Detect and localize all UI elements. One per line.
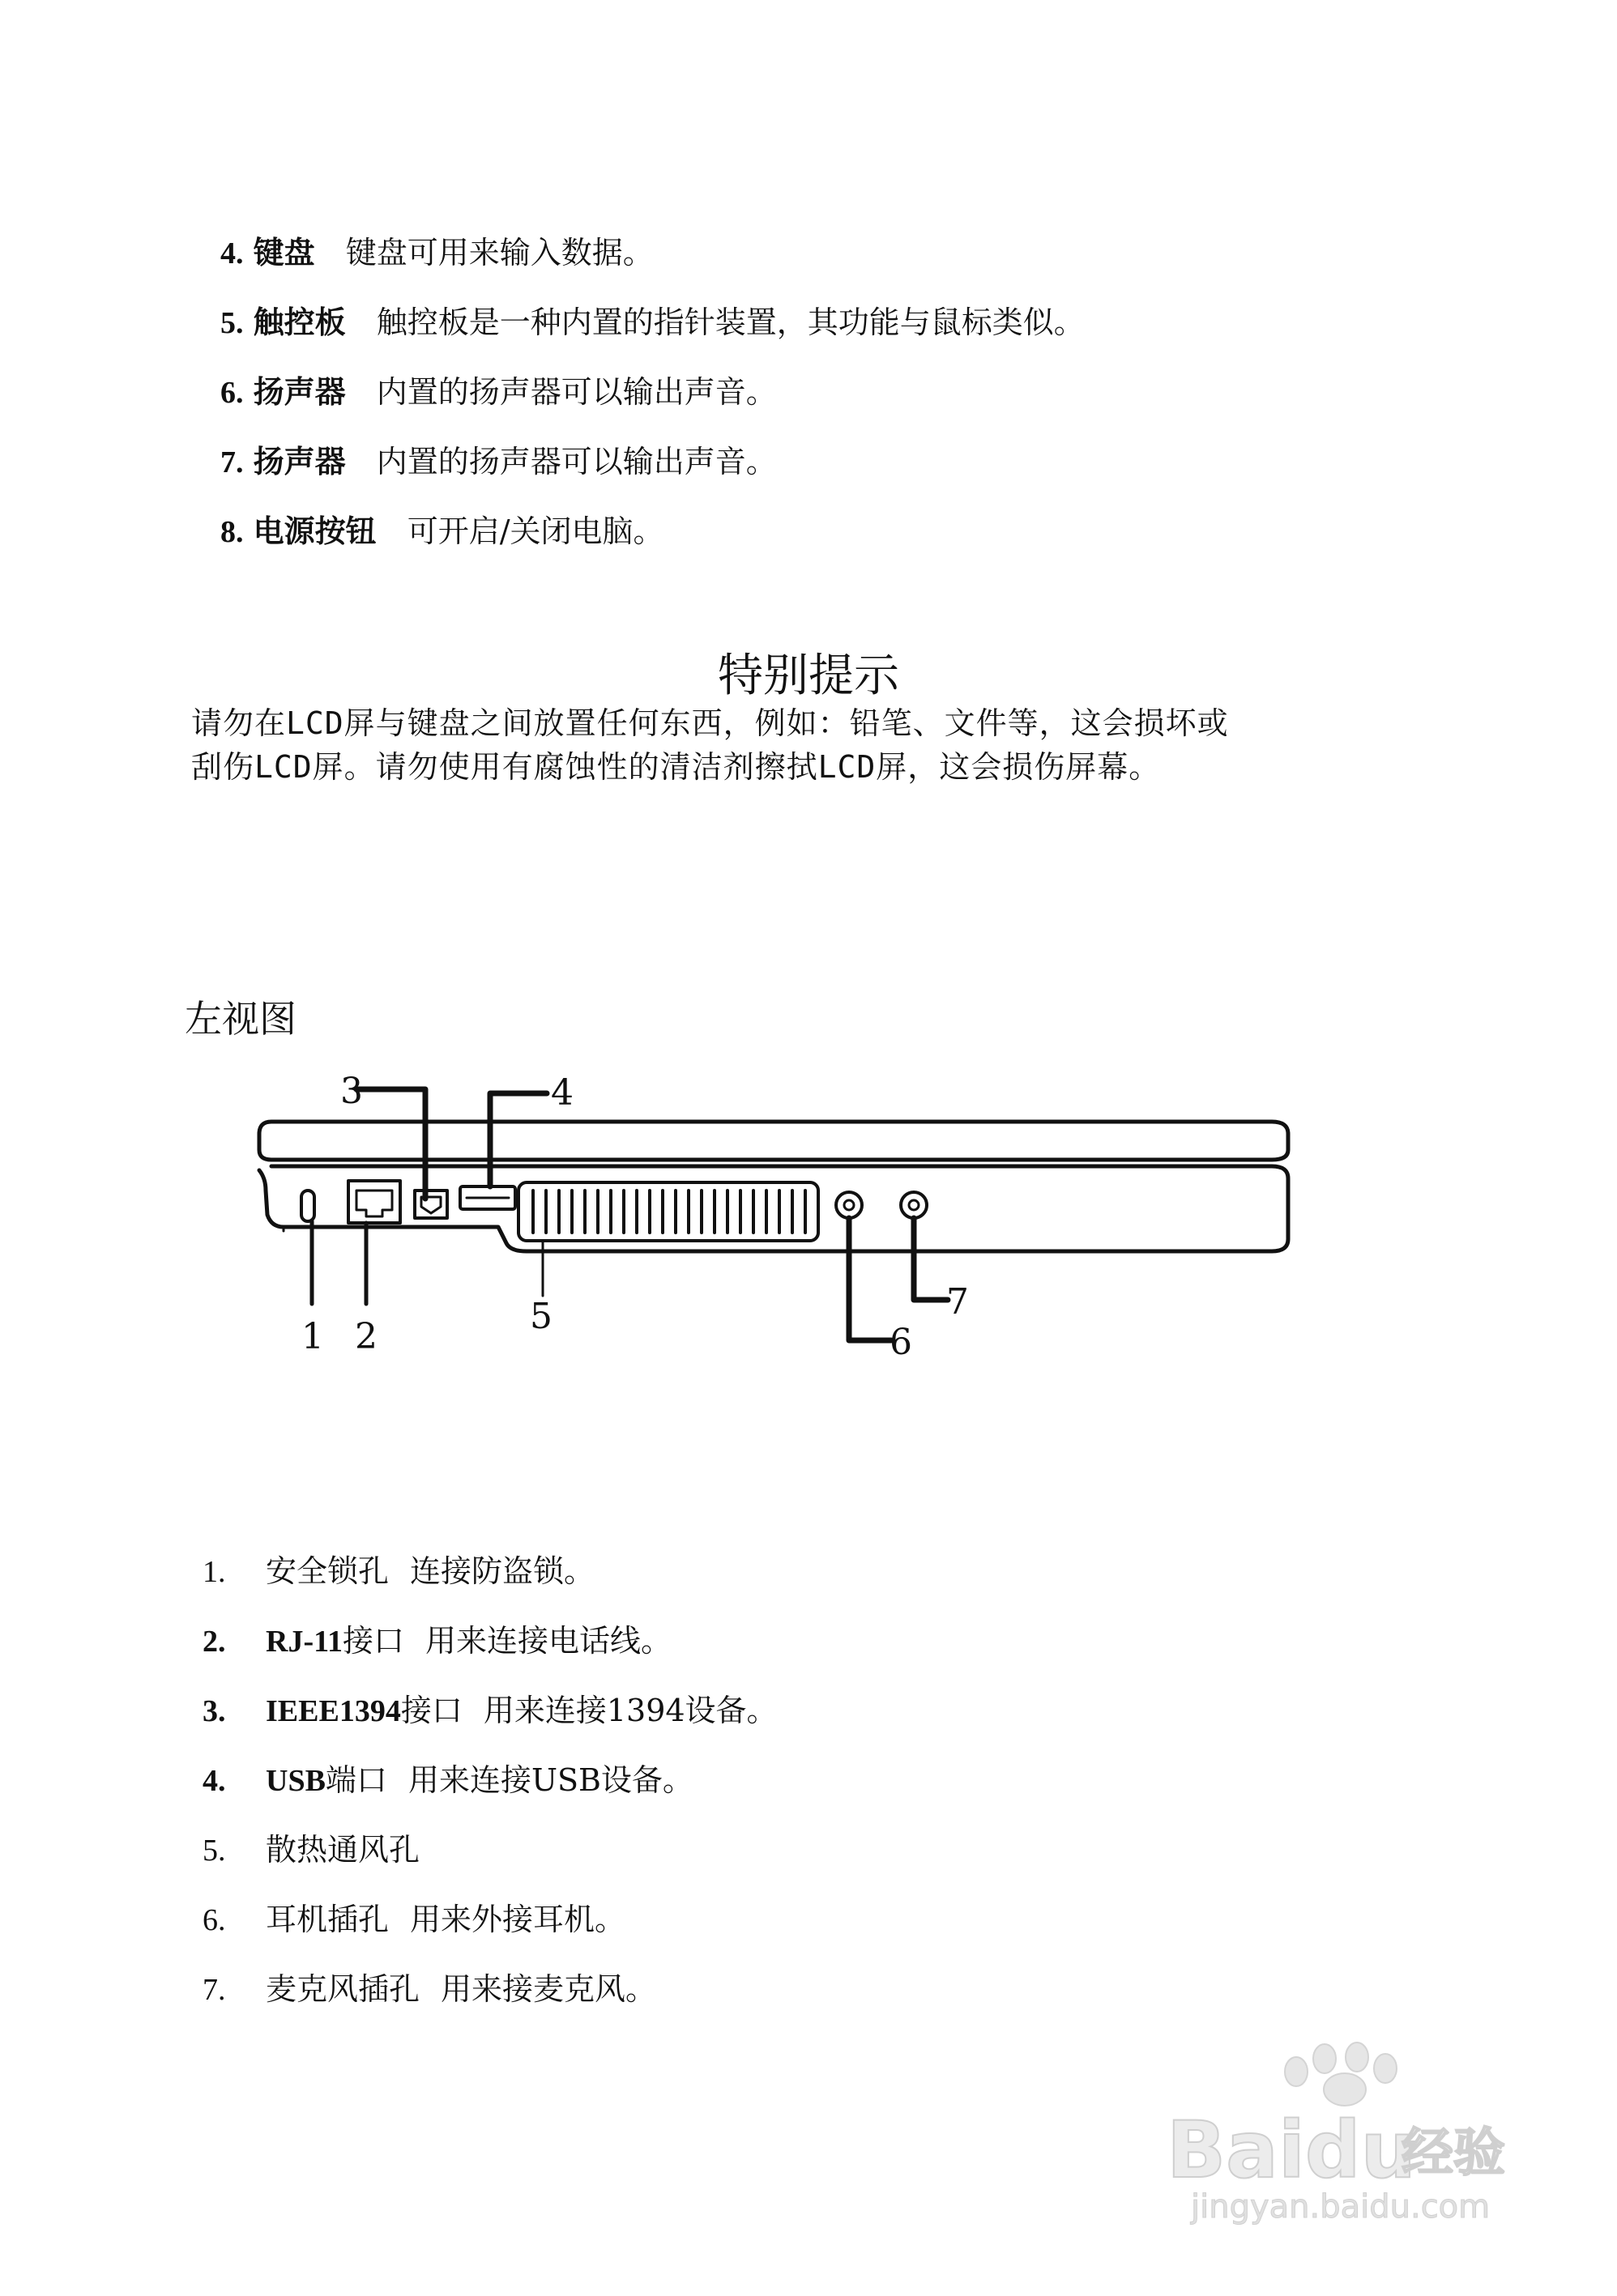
port-item-7 — [203, 1970, 656, 2009]
callout-5: 5 — [530, 1296, 553, 1337]
item-term: 触控板 — [253, 304, 346, 340]
port-desc: 连接防盗锁。 — [410, 1553, 595, 1589]
port-item-3 — [203, 1691, 778, 1731]
watermark-brand-suffix: 经验 — [1402, 2123, 1505, 2183]
item-term: 扬声器 — [253, 443, 346, 479]
top-item-6 — [220, 373, 777, 412]
callout-7: 7 — [946, 1281, 969, 1323]
port-number: 3. — [203, 1694, 226, 1728]
port-item-1 — [203, 1552, 595, 1591]
item-number: 6. — [220, 376, 244, 410]
top-item-4 — [220, 233, 654, 273]
port-item-2 — [203, 1621, 672, 1661]
port-item-5 — [203, 1830, 420, 1870]
port-desc: 用来接麦克风。 — [441, 1971, 657, 2007]
item-number: 8. — [220, 515, 244, 549]
port-item-6 — [203, 1900, 625, 1940]
item-number: 5. — [220, 306, 244, 340]
paw-icon — [1285, 2043, 1397, 2106]
callout-1: 1 — [301, 1316, 324, 1357]
top-item-7 — [220, 442, 777, 482]
baidu-jingyan-watermark — [1158, 2041, 1547, 2227]
port-number: 2. — [203, 1625, 226, 1659]
port-number: 6. — [203, 1903, 226, 1937]
port-term: 耳机插孔 — [266, 1902, 390, 1937]
item-desc: 可开启/关闭电脑。 — [407, 513, 664, 549]
callout-2: 2 — [355, 1316, 378, 1357]
callout-4: 4 — [551, 1072, 574, 1114]
port-item-4 — [203, 1761, 693, 1800]
item-term: 扬声器 — [253, 373, 346, 410]
port-number: 1. — [203, 1555, 226, 1589]
port-term: 安全锁孔 — [266, 1553, 390, 1589]
callout-3: 3 — [340, 1071, 363, 1112]
callout-line-4 — [490, 1093, 547, 1186]
vent-shape — [518, 1182, 818, 1241]
port-number: 5. — [203, 1834, 226, 1868]
port-term: 端口 — [325, 1762, 387, 1798]
callout-line-6 — [849, 1218, 891, 1340]
top-item-5 — [220, 303, 1085, 343]
port-term: 接口 — [343, 1623, 405, 1659]
laptop-left-side-diagram — [235, 1069, 1337, 1377]
port-number: 7. — [203, 1973, 226, 2007]
notice-title: 特别提示 — [718, 650, 899, 702]
watermark-brand: Baidu — [1167, 2105, 1416, 2196]
item-number: 7. — [220, 445, 244, 479]
mic-jack-shape — [901, 1192, 927, 1218]
port-bold-term: USB — [266, 1764, 326, 1798]
top-item-8 — [220, 512, 664, 552]
port-term: 麦克风插孔 — [266, 1971, 420, 2007]
port-term: 散热通风孔 — [266, 1832, 420, 1868]
item-term: 电源按钮 — [253, 513, 377, 549]
watermark-url: jingyan.baidu.com — [1191, 2188, 1491, 2226]
port-term: 接口 — [400, 1693, 463, 1728]
item-desc: 键盘可用来输入数据。 — [345, 235, 654, 270]
port-bold-term: RJ-11 — [266, 1625, 343, 1659]
item-term: 键盘 — [253, 234, 315, 270]
item-number: 4. — [220, 236, 244, 270]
port-bold-term: IEEE1394 — [266, 1694, 401, 1728]
port-desc: 用来外接耳机。 — [410, 1902, 626, 1937]
port-desc: 用来连接电话线。 — [425, 1623, 672, 1659]
port-desc: 用来连接USB设备。 — [407, 1762, 693, 1798]
item-desc: 触控板是一种内置的指针装置，其功能与鼠标类似。 — [376, 305, 1085, 340]
callout-line-7 — [914, 1218, 948, 1300]
port-desc: 用来连接1394设备。 — [483, 1693, 778, 1728]
item-desc: 内置的扬声器可以输出声音。 — [376, 374, 777, 410]
callout-6: 6 — [890, 1322, 912, 1363]
item-desc: 内置的扬声器可以输出声音。 — [376, 444, 777, 479]
headphone-jack-shape — [836, 1192, 862, 1218]
left-view-title: 左视图 — [185, 997, 297, 1041]
notice-line-2: 刮伤LCD屏。请勿使用有腐蚀性的清洁剂擦拭LCD屏，这会损伤屏幕。 — [191, 749, 1161, 785]
port-number: 4. — [203, 1764, 226, 1798]
security-slot-shape — [301, 1191, 314, 1221]
notice-line-1: 请勿在LCD屏与键盘之间放置任何东西，例如：铅笔、文件等，这会损坏或 — [191, 705, 1229, 741]
